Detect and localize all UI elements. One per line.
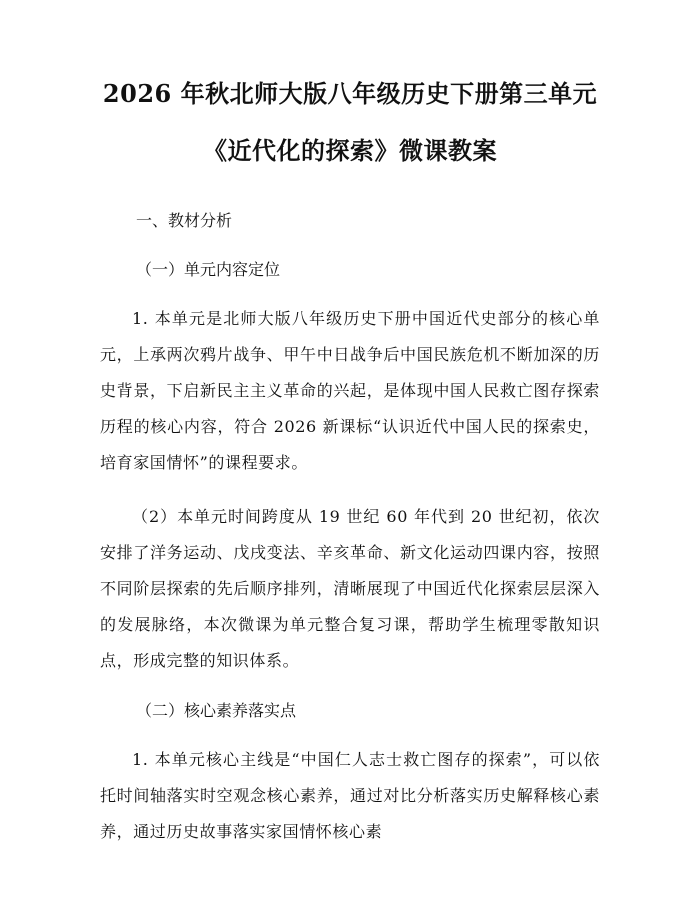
paragraph-unit-positioning-2: （2）本单元时间跨度从 19 世纪 60 年代到 20 世纪初，依次安排了洋务运动、戊戌变法、辛亥革命、新文化运动四课内容，按照不同阶层探索的先后顺序排列，清晰展现了中国近代化探索层层深入的发展脉络，本次微课为单元整合复习课，帮助学生梳理零散知识点，形成完整的知识体系。	[100, 507, 600, 670]
paragraph-unit-positioning-1: 1. 本单元是北师大版八年级历史下册中国近代史部分的核心单元，上承两次鸦片战争、甲午中日战争后中国民族危机不断加深的历史背景，下启新民主主义革命的兴起，是体现中国人民救亡图存探索历程的核心内容，符合 2026 新课标“认识近代中国人民的探索史，培育家国情怀”的课程要求。	[100, 309, 600, 472]
title-line-1: 2026 年秋北师大版八年级历史下册第三单元	[102, 79, 598, 108]
document-title	[100, 79, 600, 165]
section-heading-textbook-analysis: 一、教材分析	[136, 211, 233, 230]
paragraph-core-literacy-1: 1. 本单元核心主线是“中国仁人志士救亡图存的探索”，可以依托时间轴落实时空观念核心素养，通过对比分析落实历史解释核心素养，通过历史故事落实家国情怀核心素	[100, 750, 600, 841]
title-line-2: 《近代化的探索》微课教案	[203, 136, 497, 165]
subsection-heading-unit-positioning: （一）单元内容定位	[136, 260, 281, 279]
subsection-heading-core-literacy: （二）核心素养落实点	[136, 701, 297, 720]
